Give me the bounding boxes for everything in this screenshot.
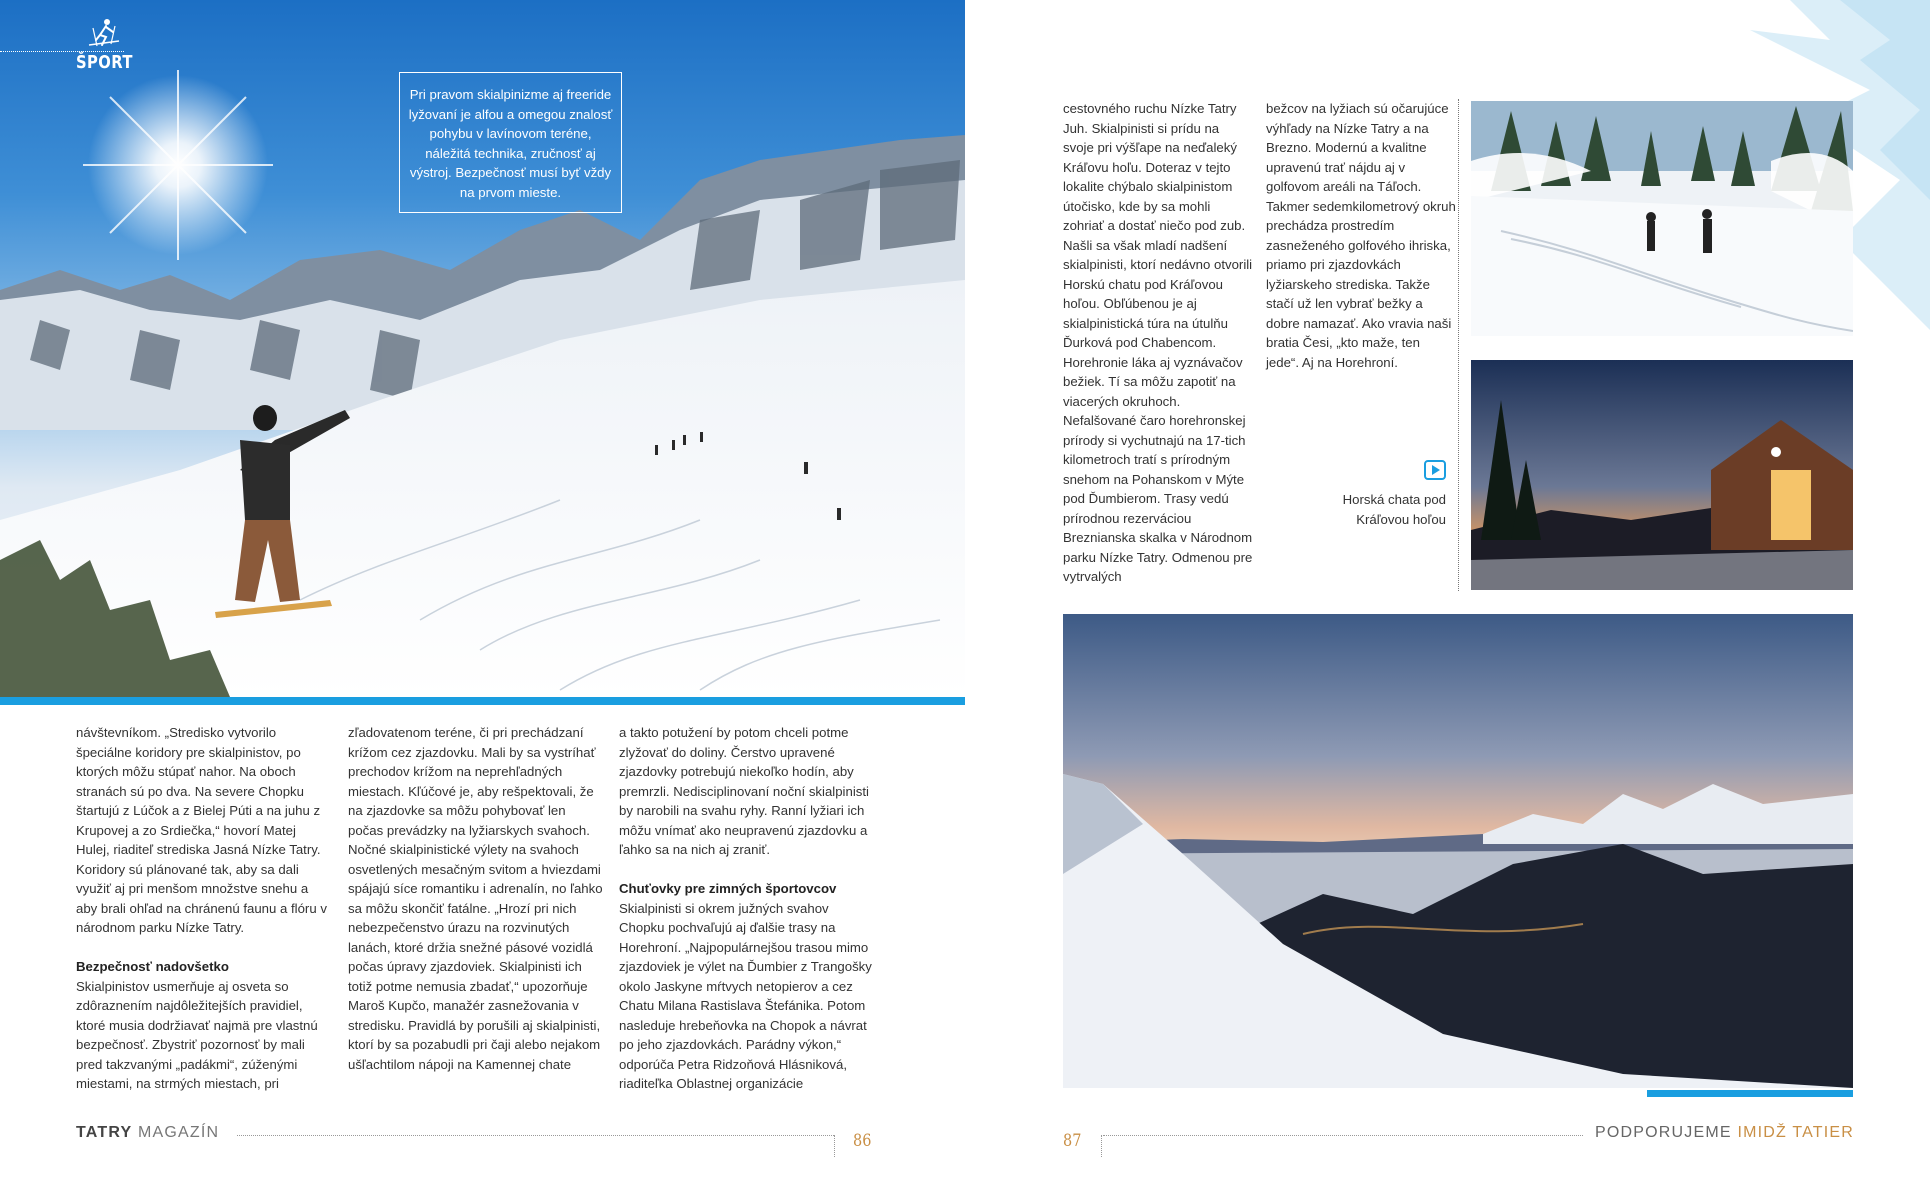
subheading-treats: Chuťovky pre zimných športovcov	[619, 881, 837, 896]
hero-accent-bar	[0, 697, 965, 705]
paragraph: Skialpinisti si okrem južných svahov Chopku pochvaľujú aj ďalšie trasy na Horehroní. „Najpopulárnejšou trasou mimo zjazdoviek je výlet na Ďumbier z Trangošky okolo Jaskyne mŕtvych netopierov a cez Chatu Milana Rastislava Štefánika. Potom nasleduje hrebeňovka na Chopok a návrat po jeho zjazdovkách. Parádny výkon,“ odporúča Petra Ridzoňová Hlásniková, riaditeľka Oblastnej organizácie	[619, 900, 872, 1091]
footer-brand-thin: MAGAZÍN	[138, 1124, 220, 1141]
footer-brand-bold: TATRY	[76, 1124, 133, 1141]
paragraph: a takto potužení by potom chceli potme zlyžovať do doliny. Čerstvo upravené zjazdovky potrebujú niekoľko hodín, aby premrzli. Nedisciplinovaní noční skialpinisti by narobili na svahu ryhy. Ranní lyžiari ich môžu vnímať ako neupravenú zjazdovku a ľahko sa na nich aj zraniť.	[619, 725, 869, 857]
video-caption-block[interactable]	[1320, 460, 1446, 529]
paragraph: cestovného ruchu Nízke Tatry Juh. Skialpinisti si prídu na svoje pri výšľape na neďaleký Kráľovu hoľu. Doteraz v tejto lokalite chýbalo skialpinistom útočisko, kde by sa mohli zohriať a dostať niečo pod zub. Našli sa však mladí nadšení skialpinisti, ktorí nedávno otvorili Horskú chatu pod Kráľovou hoľou. Obľúbenou je aj skialpinistická túra na útulňu Ďurková pod Chabencom. Horehronie láka aj vyznávačov bežiek. Tí sa môžu zapotiť na viacerých okruhoch. Nefalšované čaro horehronskej prírody si vychutnajú na 17-tich kilometroch tratí s prírodným snehom na Pohanskom v Mýte pod Ďumbierom. Trasy vedú prírodnou rezerváciou Breznianska skalka v Národnom parku Nízke Tatry. Odmenou pre vytrvalých	[1063, 101, 1253, 584]
footer-slogan	[1595, 1124, 1854, 1142]
footer-rule-right	[1103, 1135, 1583, 1136]
column-divider	[1458, 99, 1459, 591]
article-column-5	[1266, 99, 1456, 372]
page-number-right: 87	[1063, 1131, 1082, 1151]
page-number-left: 86	[853, 1131, 872, 1151]
footer-rule-left	[237, 1135, 834, 1136]
paragraph: bežcov na lyžiach sú očarujúce výhľady na Nízke Tatry a na Brezno. Modernú a kvalitne upravenú trať nájdu aj v golfovom areáli na Táľoch. Takmer sedemkilometrový okruh prechádza prostredím zasneženého golfového ihriska, priamo pri zjazdovkách lyžiarskeho strediska. Takže stačí už len vybrať bežky a dobre namazať. Ako vravia naši bratia Česi, „kto maže, ten jede“. Aj na Horehroní.	[1266, 101, 1456, 370]
footer-tick-right	[1101, 1135, 1102, 1157]
play-video-icon[interactable]	[1424, 460, 1446, 480]
article-column-3	[619, 723, 874, 1094]
paragraph: návštevníkom. „Stredisko vytvorilo špeciálne koridory pre skialpinistov, po ktorých môžu stúpať nahor. Na oboch stranách sú po dva. Na severe Chopku štartujú z Lúčok a z Bielej Púti a na juhu z Krupovej a zo Srdiečka,“ hovorí Matej Hulej, riaditeľ strediska Jasná Nízke Tatry. Koridory sú plánované tak, aby sa dali využiť aj pri menšom množstve snehu a aby brali ohľad na chránenú faunu a flóru v národnom parku Nízke Tatry.	[76, 725, 327, 935]
subheading-safety: Bezpečnosť nadovšetko	[76, 959, 229, 974]
footer-slogan-main: PODPORUJEME	[1595, 1124, 1732, 1141]
paragraph: Skialpinistov usmerňuje aj osveta so zdôraznením najdôležitejších pravidiel, ktoré musia dodržiavať najmä pre vlastnú bezpečnosť. Zbystriť pozornosť by mali pred takzvanými „padákmi“, zúženými miestami, na strmých miestach, pri	[76, 978, 318, 1091]
ski-touring-icon	[87, 18, 121, 48]
article-column-4	[1063, 99, 1253, 587]
paragraph: zľadovatenom teréne, či pri prechádzaní krížom cez zjazdovku. Mali by sa vystríhať prechodov krížom na neprehľadných miestach. Kľúčové je, aby rešpektovali, že na zjazdovke sa môžu pohybovať len počas prevádzky na lyžiarskych svahoch. Nočné skialpinistické výlety na svahoch osvetlených mesačným svitom a hviezdami spájajú síce romantiku i adrenalín, no ľahko sa môžu skončiť fatálne. „Hrozí pri nich nebezpečenstvo úrazu na rozvinutých lanách, ktoré držia snežné pásové vozidlá počas úpravy zjazdoviek. Skialpinisti ich totiž potme nemusia zbadať,“ upozorňuje Maroš Kupčo, manažér zasnežovania v stredisku. Pravidlá by porušili aj skialpinisti, ktorí by sa pozabudli pri čaji alebo nejakom ušľachtilom nápoji na Kamennej chate	[348, 725, 603, 1072]
section-label: ŠPORT	[76, 52, 133, 73]
photo-mountain-hut	[1471, 360, 1853, 590]
article-column-1	[76, 723, 331, 1094]
photo-caption: Horská chata pod Kráľovou hoľou	[1342, 492, 1446, 527]
footer-slogan-accent: IMIDŽ TATIER	[1737, 1124, 1855, 1141]
footer-brand	[76, 1124, 219, 1142]
footer-tick-left	[834, 1135, 835, 1157]
photo-accent-bar	[1647, 1090, 1853, 1097]
section-tag	[76, 18, 136, 78]
article-column-2	[348, 723, 603, 1074]
photo-inversion-panorama	[1063, 614, 1853, 1088]
pullquote-box: Pri pravom skialpinizme aj freeride lyžovaní je alfou a omegou znalosť pohybu v lavínovom teréne, náležitá technika, zručnosť aj výstroj. Bezpečnosť musí byť vždy na prvom mieste.	[399, 72, 622, 213]
photo-ski-touring-forest	[1471, 101, 1853, 336]
